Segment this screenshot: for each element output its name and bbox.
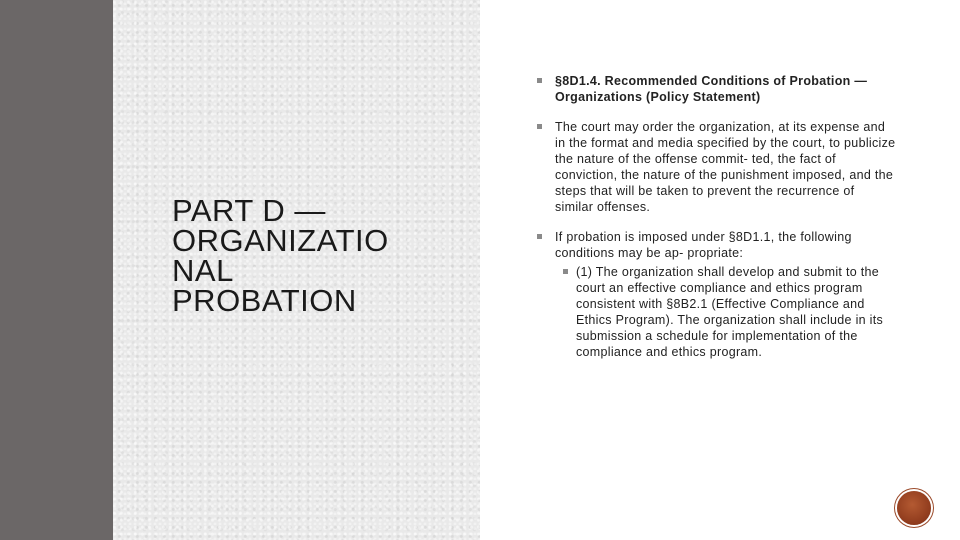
left-accent-bar: [0, 0, 113, 540]
square-bullet-icon: [563, 269, 568, 274]
slide-title-line: ORGANIZATIO: [172, 223, 389, 258]
bullet-list: [536, 73, 896, 360]
slide-title-line: PROBATION: [172, 283, 357, 318]
sub-bullet-list: [555, 264, 896, 360]
section-heading: §8D1.4. Recommended Conditions of Probation — Organizations (Policy Statement): [555, 74, 868, 104]
square-bullet-icon: [537, 234, 542, 239]
slide-title-line: NAL: [172, 253, 234, 288]
slide-title-line: PART D —: [172, 193, 326, 228]
bullet-text: If probation is imposed under §8D1.1, the following conditions may be ap- propriate:: [555, 230, 852, 260]
slide-title: [172, 193, 432, 318]
square-bullet-icon: [537, 78, 542, 83]
bullet-text: The court may order the organization, at its expense and in the format and media specified by the court, to publicize the nature of the offense commit- ted, the fact of conviction, the nature of the punishment imposed, and the steps that will be taken to prevent the recurrence of similar offenses.: [555, 120, 896, 214]
slide-content: [536, 73, 896, 374]
list-item: [536, 73, 896, 105]
square-bullet-icon: [537, 124, 542, 129]
list-item: [536, 119, 896, 215]
sub-list-item: [555, 264, 896, 360]
slide-number-badge: [897, 491, 931, 525]
sub-bullet-text: (1) The organization shall develop and submit to the court an effective compliance and ethics program consistent with §8B2.1 (Effective Compliance and Ethics Program). The organization shall include in its submission a schedule for implementation of the compliance and ethics program.: [576, 265, 884, 359]
list-item: [536, 229, 896, 360]
